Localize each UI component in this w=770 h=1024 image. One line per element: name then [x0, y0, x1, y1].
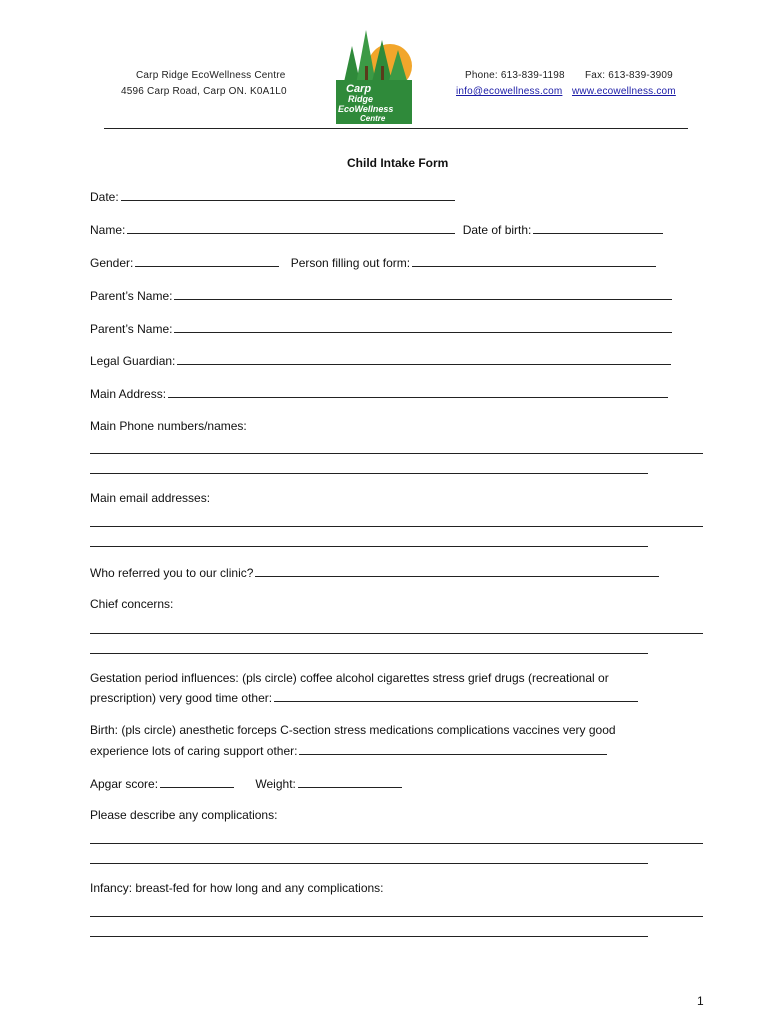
carp-ridge-logo [334, 26, 414, 124]
header-divider [104, 128, 688, 129]
logo-text-ridge: Ridge [348, 94, 374, 104]
infancy-input-line-2[interactable] [90, 936, 648, 937]
person-filling-label: Person filling out form: [290, 256, 411, 270]
referred-label: Who referred you to our clinic? [90, 566, 254, 580]
parent1-field [90, 288, 672, 303]
address-field [90, 386, 668, 401]
birth-other-input-line[interactable] [299, 743, 607, 755]
phone-number: Phone: 613-839-1198 [465, 70, 565, 81]
address-label: Main Address: [90, 387, 167, 401]
apgar-weight-field [90, 776, 402, 791]
date-field [90, 189, 455, 204]
date-input-line[interactable] [121, 189, 455, 201]
name-input-line[interactable] [127, 222, 455, 234]
logo-text-ecowellness: EcoWellness [338, 104, 394, 114]
address-input-line[interactable] [168, 386, 668, 398]
parent1-label: Parent’s Name: [90, 289, 173, 303]
website-link[interactable]: www.ecowellness.com [572, 86, 676, 97]
dob-input-line[interactable] [533, 222, 663, 234]
guardian-field [90, 353, 671, 368]
concerns-label: Chief concerns: [90, 597, 174, 611]
weight-input-line[interactable] [298, 776, 402, 788]
page-number: 1 [697, 994, 704, 1008]
org-name: Carp Ridge EcoWellness Centre [136, 70, 286, 81]
gestation-field [90, 690, 638, 705]
infancy-input-line-1[interactable] [90, 916, 703, 917]
org-address: 4596 Carp Road, Carp ON. K0A1L0 [121, 86, 287, 97]
gender-label: Gender: [90, 256, 134, 270]
concerns-input-line-1[interactable] [90, 633, 703, 634]
birth-line-1: Birth: (pls circle) anesthetic forceps C-section stress medications complications vaccines very good [90, 723, 616, 737]
logo-text-carp: Carp [346, 83, 372, 95]
emails-input-line-2[interactable] [90, 546, 648, 547]
phones-input-line-1[interactable] [90, 453, 703, 454]
parent2-input-line[interactable] [174, 321, 672, 333]
gestation-line-2: prescription) very good time other: [90, 691, 273, 705]
complications-input-line-1[interactable] [90, 843, 703, 844]
infancy-label: Infancy: breast-fed for how long and any complications: [90, 881, 384, 895]
gender-input-line[interactable] [135, 255, 279, 267]
logo-text-centre: Centre [360, 114, 386, 123]
weight-label: Weight: [255, 777, 296, 791]
parent2-label: Parent’s Name: [90, 322, 173, 336]
fax-number: Fax: 613-839-3909 [585, 70, 673, 81]
phones-label: Main Phone numbers/names: [90, 419, 247, 433]
name-label: Name: [90, 223, 126, 237]
birth-line-2: experience lots of caring support other: [90, 744, 298, 758]
email-link[interactable]: info@ecowellness.com [456, 86, 563, 97]
parent2-field [90, 321, 672, 336]
emails-label: Main email addresses: [90, 491, 211, 505]
concerns-input-line-2[interactable] [90, 653, 648, 654]
emails-input-line-1[interactable] [90, 526, 703, 527]
gender-field [90, 255, 656, 270]
date-label: Date: [90, 190, 119, 204]
gestation-other-input-line[interactable] [274, 690, 638, 702]
dob-label: Date of birth: [462, 223, 532, 237]
guardian-label: Legal Guardian: [90, 354, 176, 368]
phones-input-line-2[interactable] [90, 473, 648, 474]
person-filling-input-line[interactable] [412, 255, 656, 267]
parent1-input-line[interactable] [174, 288, 672, 300]
guardian-input-line[interactable] [177, 353, 671, 365]
form-title: Child Intake Form [347, 156, 449, 170]
complications-input-line-2[interactable] [90, 863, 648, 864]
referred-field [90, 565, 659, 580]
referred-input-line[interactable] [255, 565, 659, 577]
complications-label: Please describe any complications: [90, 808, 278, 822]
birth-field [90, 743, 607, 758]
apgar-label: Apgar score: [90, 777, 159, 791]
gestation-line-1: Gestation period influences: (pls circle) coffee alcohol cigarettes stress grief drugs (recreational or [90, 671, 609, 685]
name-field [90, 222, 663, 237]
apgar-input-line[interactable] [160, 776, 234, 788]
